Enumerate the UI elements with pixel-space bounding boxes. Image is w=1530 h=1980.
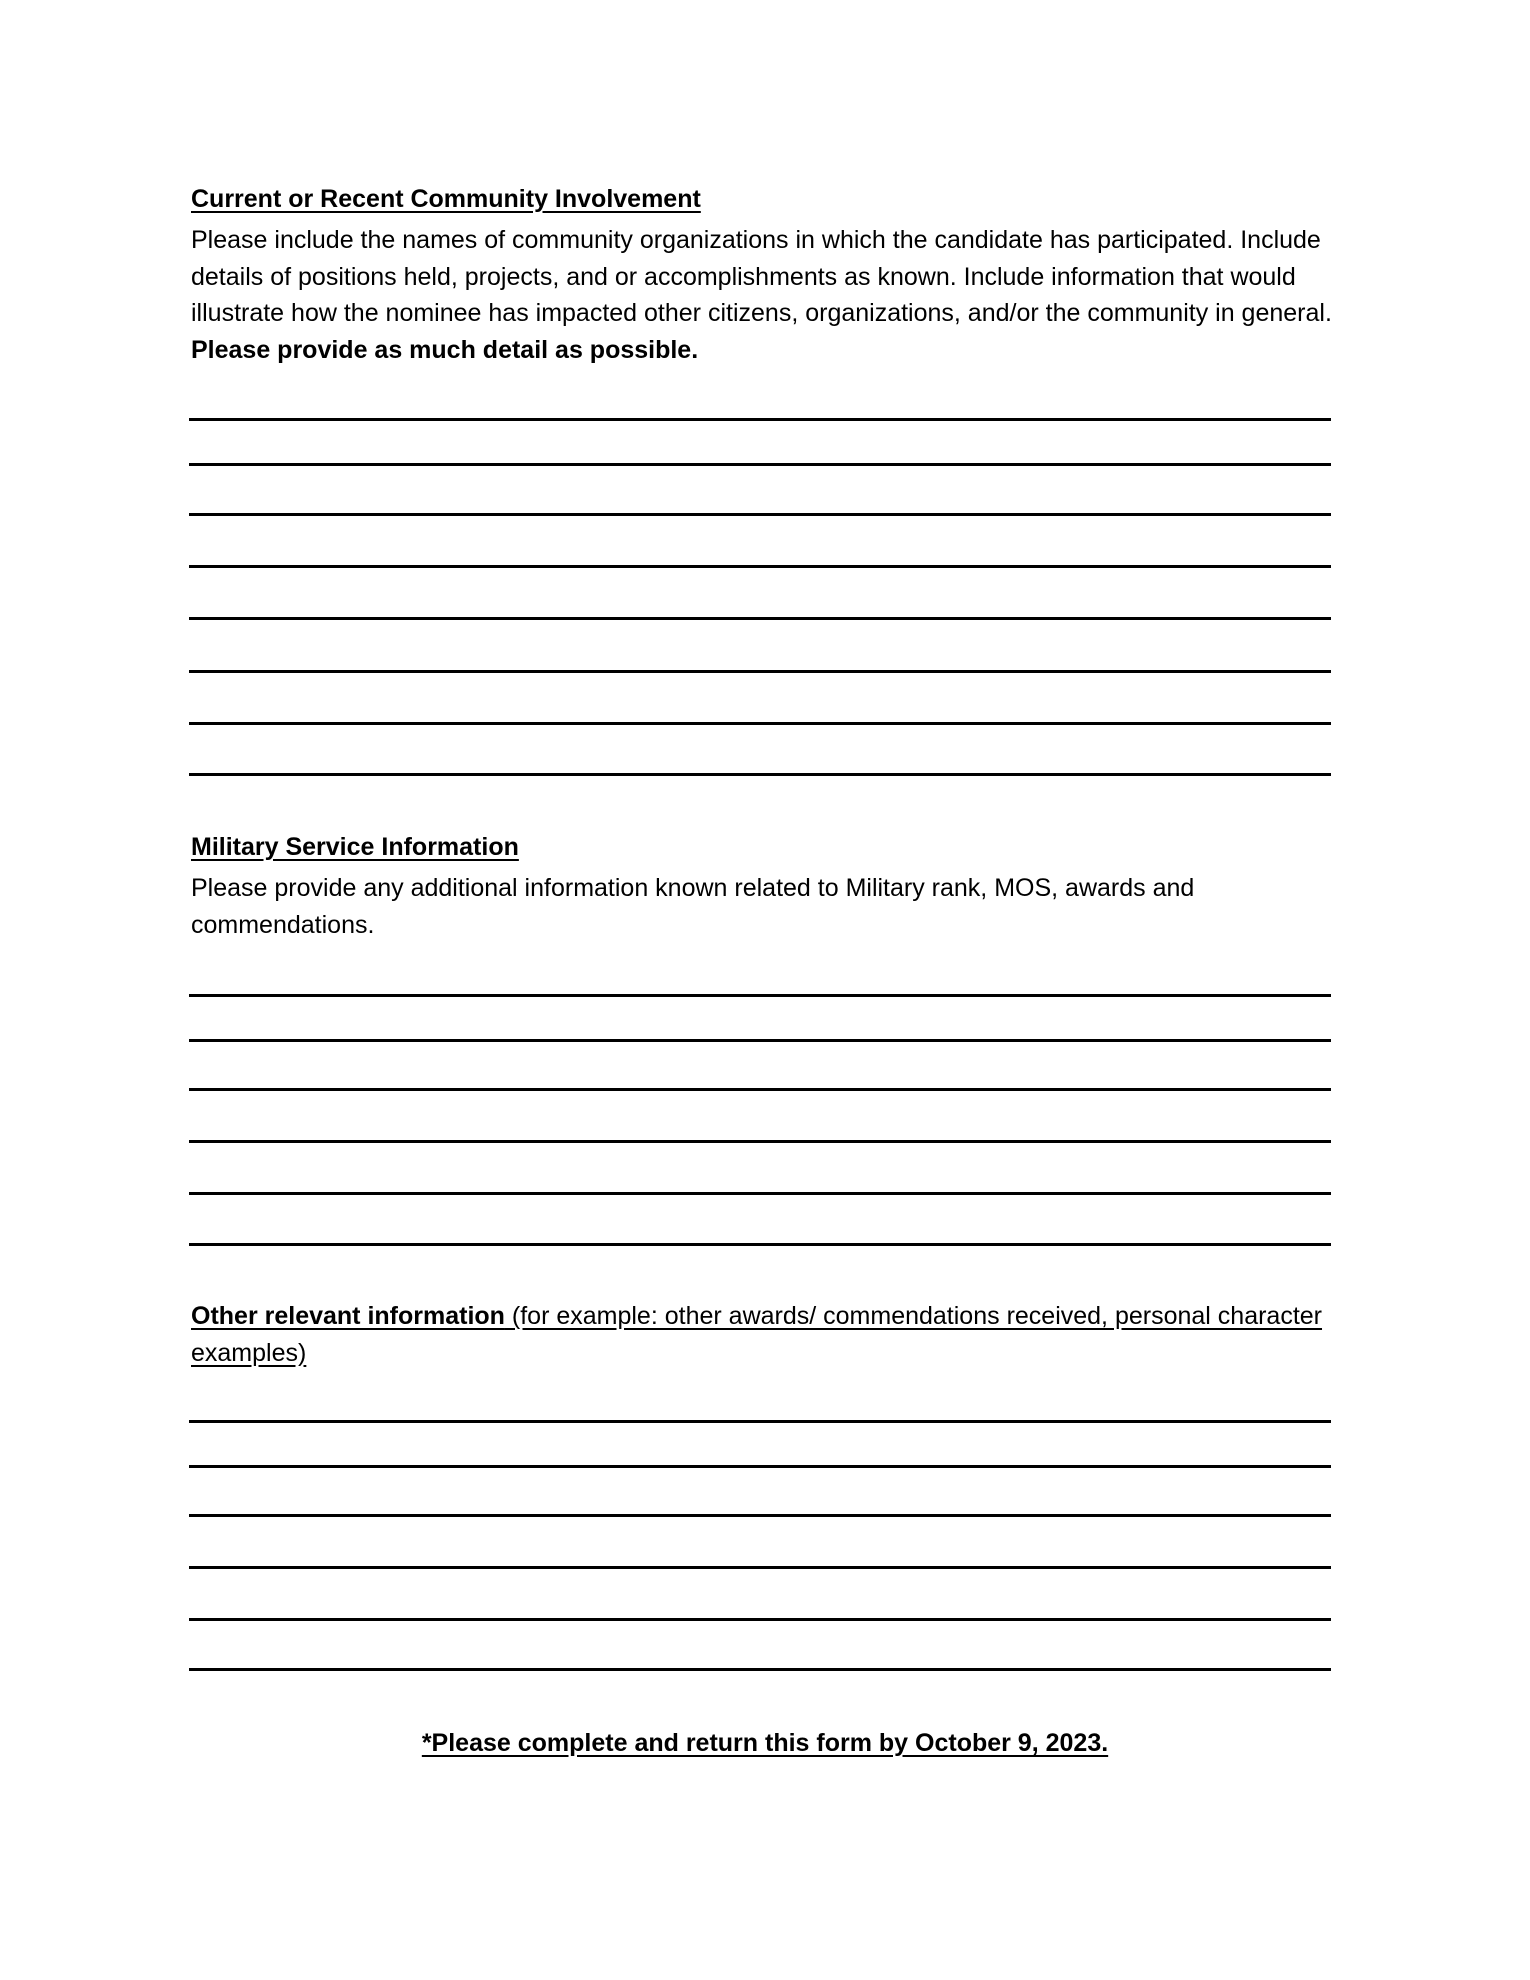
other-heading [191, 1298, 1341, 1372]
answer-line[interactable] [189, 1039, 1331, 1042]
military-heading: Military Service Information [191, 833, 519, 861]
answer-line[interactable] [189, 1420, 1331, 1423]
military-instructions: Please provide any additional information known related to Military rank, MOS, awards and commendations. [191, 874, 1195, 939]
answer-line[interactable] [189, 1140, 1331, 1143]
answer-line[interactable] [189, 773, 1331, 776]
answer-line[interactable] [189, 513, 1331, 516]
answer-line[interactable] [189, 418, 1331, 421]
answer-line[interactable] [189, 565, 1331, 568]
community-instructions-emphasis: Please provide as much detail as possible. [191, 335, 699, 364]
return-deadline-note: *Please complete and return this form by October 9, 2023. [421, 1729, 1109, 1757]
other-section [191, 1298, 1341, 1372]
answer-line[interactable] [189, 1243, 1331, 1246]
community-heading: Current or Recent Community Involvement [191, 185, 701, 213]
community-instructions-text: Please include the names of community organizations in which the candidate has participated. Include details of positions held, projects, and or accomplishments as known. Include information that would illustrate how the nominee has impacted other citizens, organizations, and/or the community in general. [191, 226, 1332, 327]
answer-line[interactable] [189, 1618, 1331, 1621]
answer-line[interactable] [189, 722, 1331, 725]
answer-line[interactable] [189, 1192, 1331, 1195]
community-instructions [191, 222, 1341, 368]
other-heading-examples: (for example: other awards/ commendations received, personal character examples) [191, 1302, 1323, 1367]
answer-line[interactable] [189, 463, 1331, 466]
community-section [191, 183, 1341, 368]
other-heading-title: Other relevant information [191, 1302, 505, 1330]
military-section [191, 831, 1341, 943]
answer-line[interactable] [189, 1465, 1331, 1468]
answer-line[interactable] [189, 670, 1331, 673]
answer-line[interactable] [189, 1668, 1331, 1671]
answer-line[interactable] [189, 1566, 1331, 1569]
answer-line[interactable] [189, 994, 1331, 997]
answer-line[interactable] [189, 617, 1331, 620]
answer-line[interactable] [189, 1514, 1331, 1517]
answer-line[interactable] [189, 1088, 1331, 1091]
